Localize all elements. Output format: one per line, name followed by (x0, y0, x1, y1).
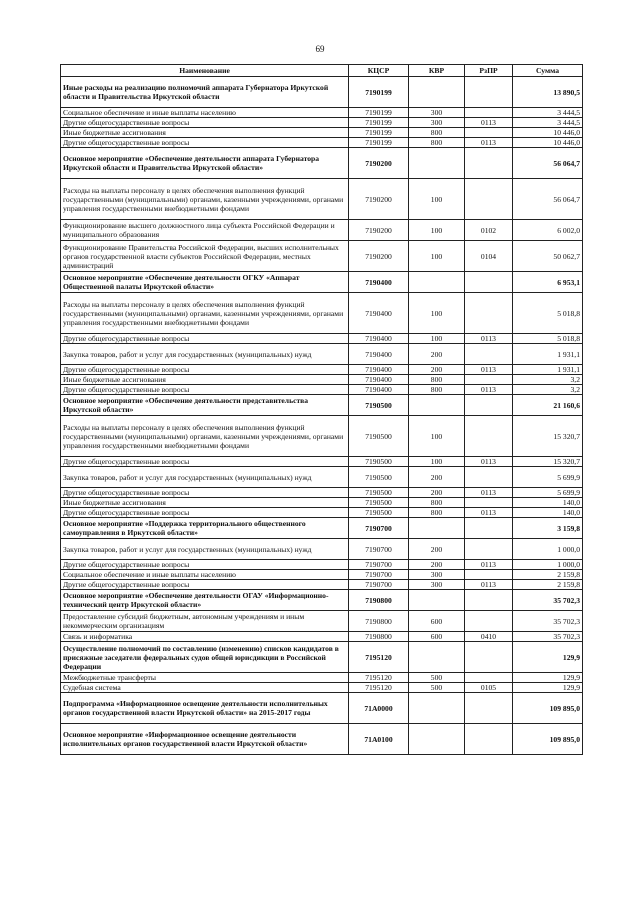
cell-name: Функционирование высшего должностного лица субъекта Российской Федерации и муниципального образования (61, 220, 349, 241)
cell-kvr: 200 (409, 365, 465, 375)
table-row (61, 611, 583, 632)
cell-kvr: 100 (409, 334, 465, 344)
table-row (61, 467, 583, 488)
cell-name: Другие общегосударственные вопросы (61, 334, 349, 344)
cell-code: 7195120 (349, 642, 409, 673)
cell-name: Закупка товаров, работ и услуг для государственных (муниципальных) нужд (61, 539, 349, 560)
cell-rzpr: 0113 (465, 118, 513, 128)
cell-rzpr: 0113 (465, 457, 513, 467)
cell-code: 7190199 (349, 118, 409, 128)
cell-kvr: 300 (409, 108, 465, 118)
table-row (61, 179, 583, 220)
table-row (61, 395, 583, 416)
table-row (61, 508, 583, 518)
cell-code: 7190700 (349, 518, 409, 539)
cell-kvr: 100 (409, 179, 465, 220)
cell-name: Иные бюджетные ассигнования (61, 128, 349, 138)
table-row (61, 518, 583, 539)
cell-sum: 56 064,7 (513, 179, 583, 220)
cell-sum: 21 160,6 (513, 395, 583, 416)
cell-name: Расходы на выплаты персоналу в целях обеспечения выполнения функций государственными (муниципальными) органами, казенными учреждениями, органами управления государственными внебюджетными фондами (61, 416, 349, 457)
table-row (61, 272, 583, 293)
cell-sum: 109 895,0 (513, 693, 583, 724)
table-row (61, 77, 583, 108)
cell-rzpr: 0104 (465, 241, 513, 272)
cell-name: Другие общегосударственные вопросы (61, 488, 349, 498)
cell-sum: 10 446,0 (513, 138, 583, 148)
cell-kvr: 200 (409, 467, 465, 488)
cell-kvr: 300 (409, 580, 465, 590)
cell-kvr: 600 (409, 632, 465, 642)
cell-kvr (409, 590, 465, 611)
cell-code: 7190500 (349, 498, 409, 508)
table-row (61, 128, 583, 138)
cell-sum: 2 159,8 (513, 580, 583, 590)
cell-code: 7190400 (349, 385, 409, 395)
table-row (61, 560, 583, 570)
cell-rzpr: 0113 (465, 508, 513, 518)
cell-name: Расходы на выплаты персоналу в целях обеспечения выполнения функций государственными (муниципальными) органами, казенными учреждениями, органами управления государственными внебюджетными фондами (61, 293, 349, 334)
table-row (61, 724, 583, 755)
cell-sum: 1 000,0 (513, 560, 583, 570)
cell-code: 7190200 (349, 148, 409, 179)
cell-rzpr (465, 539, 513, 560)
cell-sum: 3 159,8 (513, 518, 583, 539)
header-code: КЦСР (349, 65, 409, 77)
table-row (61, 683, 583, 693)
cell-code: 7190800 (349, 632, 409, 642)
cell-code: 7190500 (349, 488, 409, 498)
cell-code: 7195120 (349, 673, 409, 683)
cell-rzpr (465, 272, 513, 293)
cell-sum: 129,9 (513, 642, 583, 673)
cell-kvr: 100 (409, 293, 465, 334)
cell-rzpr (465, 148, 513, 179)
cell-name: Другие общегосударственные вопросы (61, 560, 349, 570)
cell-sum: 3,2 (513, 375, 583, 385)
cell-kvr: 800 (409, 375, 465, 385)
cell-rzpr (465, 179, 513, 220)
cell-kvr: 100 (409, 220, 465, 241)
cell-code: 7190400 (349, 365, 409, 375)
cell-code: 7195120 (349, 683, 409, 693)
cell-code: 7190199 (349, 128, 409, 138)
cell-sum: 5 699,9 (513, 488, 583, 498)
cell-sum: 15 320,7 (513, 457, 583, 467)
cell-sum: 5 018,8 (513, 334, 583, 344)
cell-name: Другие общегосударственные вопросы (61, 508, 349, 518)
cell-code: 7190700 (349, 580, 409, 590)
cell-code: 71А0100 (349, 724, 409, 755)
cell-code: 7190800 (349, 611, 409, 632)
table-row (61, 539, 583, 560)
header-kvr: КВР (409, 65, 465, 77)
cell-kvr: 500 (409, 683, 465, 693)
cell-kvr (409, 724, 465, 755)
header-sum: Сумма (513, 65, 583, 77)
table-row (61, 642, 583, 673)
cell-kvr: 800 (409, 128, 465, 138)
cell-name: Социальное обеспечение и иные выплаты населению (61, 570, 349, 580)
cell-name: Иные расходы на реализацию полномочий аппарата Губернатора Иркутской области и Правительства Иркутской области (61, 77, 349, 108)
cell-code: 7190500 (349, 467, 409, 488)
cell-sum: 5 699,9 (513, 467, 583, 488)
cell-sum: 3,2 (513, 385, 583, 395)
cell-name: Предоставление субсидий бюджетным, автономным учреждениям и иным некоммерческим организациям (61, 611, 349, 632)
cell-sum: 129,9 (513, 683, 583, 693)
table-row (61, 138, 583, 148)
cell-code: 7190700 (349, 560, 409, 570)
cell-rzpr (465, 467, 513, 488)
header-rzpr: РзПР (465, 65, 513, 77)
cell-name: Судебная система (61, 683, 349, 693)
table-row (61, 375, 583, 385)
cell-sum: 56 064,7 (513, 148, 583, 179)
cell-rzpr (465, 293, 513, 334)
cell-name: Другие общегосударственные вопросы (61, 118, 349, 128)
cell-name: Основное мероприятие «Информационное освещение деятельности исполнительных органов государственной власти Иркутской области» (61, 724, 349, 755)
table-row (61, 293, 583, 334)
table-row (61, 220, 583, 241)
page-number: 69 (315, 44, 325, 54)
cell-rzpr: 0105 (465, 683, 513, 693)
cell-sum: 1 931,1 (513, 365, 583, 375)
cell-name: Функционирование Правительства Российской Федерации, высших исполнительных органов государственной власти субъектов Российской Федерации, местных администраций (61, 241, 349, 272)
cell-kvr: 200 (409, 488, 465, 498)
table-row (61, 416, 583, 457)
cell-rzpr: 0113 (465, 138, 513, 148)
budget-table (60, 64, 583, 755)
cell-kvr: 200 (409, 344, 465, 365)
cell-rzpr (465, 518, 513, 539)
table-row (61, 632, 583, 642)
cell-kvr (409, 272, 465, 293)
table-row (61, 457, 583, 467)
cell-kvr: 300 (409, 118, 465, 128)
table-row (61, 590, 583, 611)
cell-kvr: 200 (409, 539, 465, 560)
cell-code: 7190199 (349, 138, 409, 148)
cell-sum: 13 890,5 (513, 77, 583, 108)
cell-code: 7190700 (349, 539, 409, 560)
cell-kvr: 800 (409, 385, 465, 395)
cell-sum: 6 953,1 (513, 272, 583, 293)
cell-kvr: 100 (409, 416, 465, 457)
cell-name: Другие общегосударственные вопросы (61, 385, 349, 395)
cell-code: 7190200 (349, 220, 409, 241)
cell-kvr (409, 642, 465, 673)
table-row (61, 148, 583, 179)
cell-kvr: 100 (409, 241, 465, 272)
cell-code: 7190800 (349, 590, 409, 611)
cell-rzpr (465, 642, 513, 673)
cell-rzpr: 0113 (465, 488, 513, 498)
cell-code: 7190200 (349, 179, 409, 220)
cell-rzpr: 0113 (465, 385, 513, 395)
cell-code: 7190500 (349, 416, 409, 457)
cell-name: Подпрограмма «Информационное освещение деятельности исполнительных органов государственной власти Иркутской области» на 2015-2017 годы (61, 693, 349, 724)
table-body (61, 77, 583, 755)
table-row (61, 488, 583, 498)
table-row (61, 673, 583, 683)
cell-name: Социальное обеспечение и иные выплаты населению (61, 108, 349, 118)
cell-sum: 15 320,7 (513, 416, 583, 457)
cell-name: Осуществление полномочий по составлению (изменению) списков кандидатов в присяжные заседатели федеральных судов общей юрисдикции в Российской Федерации (61, 642, 349, 673)
cell-kvr: 800 (409, 498, 465, 508)
cell-sum: 50 062,7 (513, 241, 583, 272)
cell-rzpr: 0113 (465, 580, 513, 590)
cell-rzpr (465, 128, 513, 138)
cell-code: 7190400 (349, 272, 409, 293)
cell-rzpr (465, 375, 513, 385)
table-row (61, 334, 583, 344)
cell-rzpr (465, 77, 513, 108)
cell-code: 7190400 (349, 293, 409, 334)
cell-code: 7190400 (349, 375, 409, 385)
cell-rzpr: 0113 (465, 365, 513, 375)
cell-rzpr: 0113 (465, 560, 513, 570)
cell-rzpr (465, 590, 513, 611)
table-row (61, 498, 583, 508)
cell-name: Основное мероприятие «Обеспечение деятельности ОГКУ «Аппарат Общественной палаты Иркутской области» (61, 272, 349, 293)
cell-name: Расходы на выплаты персоналу в целях обеспечения выполнения функций государственными (муниципальными) органами, казенными учреждениями, органами управления государственными внебюджетными фондами (61, 179, 349, 220)
cell-name: Закупка товаров, работ и услуг для государственных (муниципальных) нужд (61, 467, 349, 488)
cell-code: 7190199 (349, 108, 409, 118)
cell-rzpr: 0410 (465, 632, 513, 642)
cell-code: 7190199 (349, 77, 409, 108)
cell-kvr (409, 148, 465, 179)
cell-sum: 1 000,0 (513, 539, 583, 560)
cell-sum: 140,0 (513, 498, 583, 508)
cell-rzpr (465, 724, 513, 755)
header-name: Наименование (61, 65, 349, 77)
table-row (61, 580, 583, 590)
cell-sum: 5 018,8 (513, 293, 583, 334)
cell-name: Другие общегосударственные вопросы (61, 457, 349, 467)
cell-kvr (409, 395, 465, 416)
cell-rzpr (465, 344, 513, 365)
cell-rzpr: 0113 (465, 334, 513, 344)
cell-kvr: 800 (409, 138, 465, 148)
cell-sum: 3 444,5 (513, 108, 583, 118)
table-row (61, 344, 583, 365)
cell-name: Другие общегосударственные вопросы (61, 138, 349, 148)
cell-name: Основное мероприятие «Поддержка территориального общественного самоуправления в Иркутской области» (61, 518, 349, 539)
cell-sum: 2 159,8 (513, 570, 583, 580)
table-row (61, 118, 583, 128)
cell-sum: 6 002,0 (513, 220, 583, 241)
cell-rzpr (465, 693, 513, 724)
cell-sum: 35 702,3 (513, 632, 583, 642)
cell-rzpr (465, 108, 513, 118)
cell-name: Межбюджетные трансферты (61, 673, 349, 683)
cell-sum: 109 895,0 (513, 724, 583, 755)
cell-name: Другие общегосударственные вопросы (61, 580, 349, 590)
cell-sum: 3 444,5 (513, 118, 583, 128)
cell-name: Закупка товаров, работ и услуг для государственных (муниципальных) нужд (61, 344, 349, 365)
cell-sum: 35 702,3 (513, 611, 583, 632)
cell-sum: 10 446,0 (513, 128, 583, 138)
cell-code: 7190400 (349, 334, 409, 344)
cell-rzpr: 0102 (465, 220, 513, 241)
cell-sum: 129,9 (513, 673, 583, 683)
cell-rzpr (465, 416, 513, 457)
cell-code: 7190400 (349, 344, 409, 365)
cell-kvr (409, 518, 465, 539)
cell-kvr: 300 (409, 570, 465, 580)
table-row (61, 693, 583, 724)
cell-code: 7190500 (349, 508, 409, 518)
table-row (61, 241, 583, 272)
cell-code: 7190700 (349, 570, 409, 580)
cell-kvr: 100 (409, 457, 465, 467)
cell-sum: 35 702,3 (513, 590, 583, 611)
cell-rzpr (465, 498, 513, 508)
table-row (61, 108, 583, 118)
table-row (61, 570, 583, 580)
cell-kvr (409, 693, 465, 724)
cell-kvr: 500 (409, 673, 465, 683)
cell-name: Связь и информатика (61, 632, 349, 642)
table-row (61, 385, 583, 395)
cell-code: 7190500 (349, 395, 409, 416)
cell-rzpr (465, 673, 513, 683)
cell-name: Основное мероприятие «Обеспечение деятельности ОГАУ «Информационно-технический центр Иркутской области» (61, 590, 349, 611)
cell-kvr (409, 77, 465, 108)
cell-sum: 140,0 (513, 508, 583, 518)
cell-kvr: 600 (409, 611, 465, 632)
cell-rzpr (465, 570, 513, 580)
cell-code: 71А0000 (349, 693, 409, 724)
cell-code: 7190200 (349, 241, 409, 272)
cell-name: Основное мероприятие «Обеспечение деятельности аппарата Губернатора Иркутской области и Правительства Иркутской области» (61, 148, 349, 179)
cell-rzpr (465, 611, 513, 632)
table-row (61, 365, 583, 375)
cell-name: Основное мероприятие «Обеспечение деятельности представительства Иркутской области» (61, 395, 349, 416)
cell-kvr: 800 (409, 508, 465, 518)
cell-name: Другие общегосударственные вопросы (61, 365, 349, 375)
cell-name: Иные бюджетные ассигнования (61, 375, 349, 385)
cell-kvr: 200 (409, 560, 465, 570)
cell-rzpr (465, 395, 513, 416)
table-header-row (61, 65, 583, 77)
cell-name: Иные бюджетные ассигнования (61, 498, 349, 508)
cell-code: 7190500 (349, 457, 409, 467)
cell-sum: 1 931,1 (513, 344, 583, 365)
